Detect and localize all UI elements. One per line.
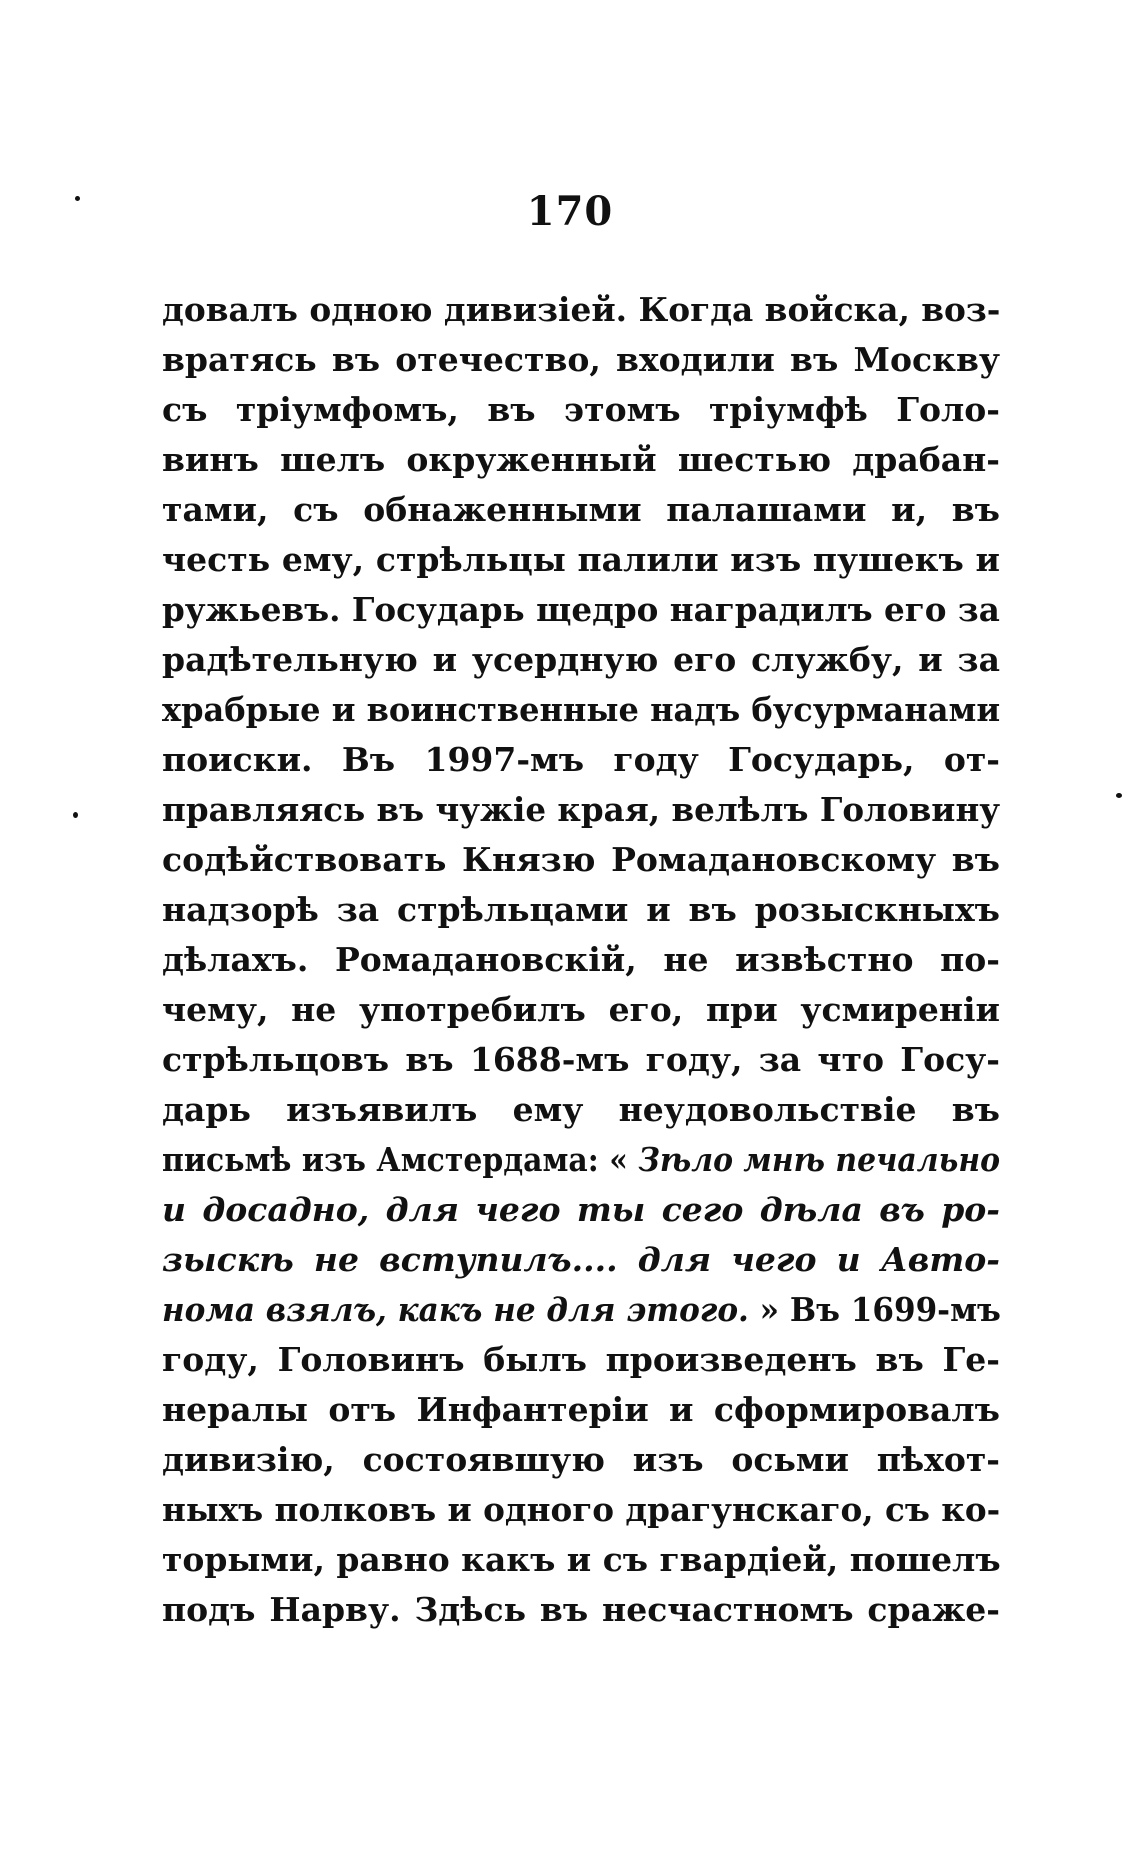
scan-speck (73, 812, 78, 818)
text-span: торыми, равно какъ и съ гвардіей, пошелъ (162, 1540, 1001, 1579)
text-span: стрѣльцовъ въ 1688-мъ году, за что Госу- (162, 1040, 1000, 1079)
text-line (162, 285, 1000, 335)
text-line (162, 1535, 1000, 1585)
text-line (162, 1035, 1000, 1085)
scan-speck (1116, 793, 1122, 798)
quoted-text: и досадно, для чего ты сего дѣла въ ро- (162, 1190, 1000, 1229)
text-span: храбрые и воинственные надъ бусурманами (162, 690, 1001, 729)
text-span: дарь изъявилъ ему неудовольствіе въ (162, 1090, 1000, 1129)
text-span: ружьевъ. Государь щедро наградилъ его за (162, 590, 1000, 629)
text-line (162, 985, 1000, 1035)
text-line (162, 1385, 1000, 1435)
text-span: честь ему, стрѣльцы палили изъ пушекъ и (162, 540, 1000, 579)
text-line (162, 1585, 1000, 1635)
text-line (162, 885, 1000, 935)
text-line (162, 1435, 1000, 1485)
text-span: нералы отъ Инфантеріи и сформировалъ (162, 1390, 1000, 1429)
text-span: » Въ 1699-мъ (748, 1290, 1001, 1329)
text-span: правляясь въ чужіе края, велѣлъ Головину (162, 790, 1001, 829)
text-span: ныхъ полковъ и одного драгунскаго, съ ко- (162, 1490, 1001, 1529)
text-line (162, 685, 1000, 735)
text-span: вратясь въ отечество, входили въ Москву (162, 340, 1000, 379)
text-line (162, 1485, 1000, 1535)
text-span: надзорѣ за стрѣльцами и въ розыскныхъ (162, 890, 1000, 929)
text-span: тами, съ обнаженными палашами и, въ (162, 490, 1000, 529)
text-line (162, 1335, 1000, 1385)
text-span: дѣлахъ. Ромадановскій, не извѣстно по- (162, 940, 1000, 979)
text-line (162, 635, 1000, 685)
text-line (162, 335, 1000, 385)
text-span: содѣйствовать Князю Ромадановскому въ (162, 840, 1000, 879)
text-line (162, 735, 1000, 785)
body-text (162, 285, 1000, 1635)
text-line (162, 785, 1000, 835)
text-line (162, 1085, 1000, 1135)
text-line (162, 1185, 1000, 1235)
text-line (162, 585, 1000, 635)
quoted-text: зыскѣ не вступилъ.... для чего и Авто- (162, 1240, 1000, 1279)
text-line (162, 535, 1000, 585)
text-line (162, 435, 1000, 485)
page-number: 170 (526, 188, 614, 235)
text-span: поиски. Въ 1997-мъ году Государь, от- (162, 740, 1000, 779)
text-span: съ тріумфомъ, въ этомъ тріумфѣ Голо- (162, 390, 1000, 429)
text-line (162, 1285, 1000, 1335)
text-span: винъ шелъ окруженный шестью драбан- (162, 440, 1000, 479)
text-span: году, Головинъ былъ произведенъ въ Ге- (162, 1340, 1000, 1379)
text-span: письмѣ изъ Амстердама: « (162, 1140, 639, 1179)
text-line (162, 935, 1000, 985)
text-span: довалъ одною дивизіей. Когда войска, воз- (162, 290, 1001, 329)
text-line (162, 1135, 1000, 1185)
text-line (162, 385, 1000, 435)
quoted-text: нома взялъ, какъ не для этого. (162, 1290, 749, 1329)
scan-speck (75, 196, 80, 201)
text-span: подъ Нарву. Здѣсь въ несчастномъ сраже- (162, 1590, 1000, 1629)
text-line (162, 1235, 1000, 1285)
quoted-text: Зѣло мнѣ печально (638, 1140, 1001, 1179)
text-span: чему, не употребилъ его, при усмиреніи (162, 990, 1000, 1029)
text-line (162, 835, 1000, 885)
text-line (162, 485, 1000, 535)
text-span: радѣтельную и усердную его службу, и за (162, 640, 1000, 679)
text-span: дивизію, состоявшую изъ осьми пѣхот- (162, 1440, 1000, 1479)
